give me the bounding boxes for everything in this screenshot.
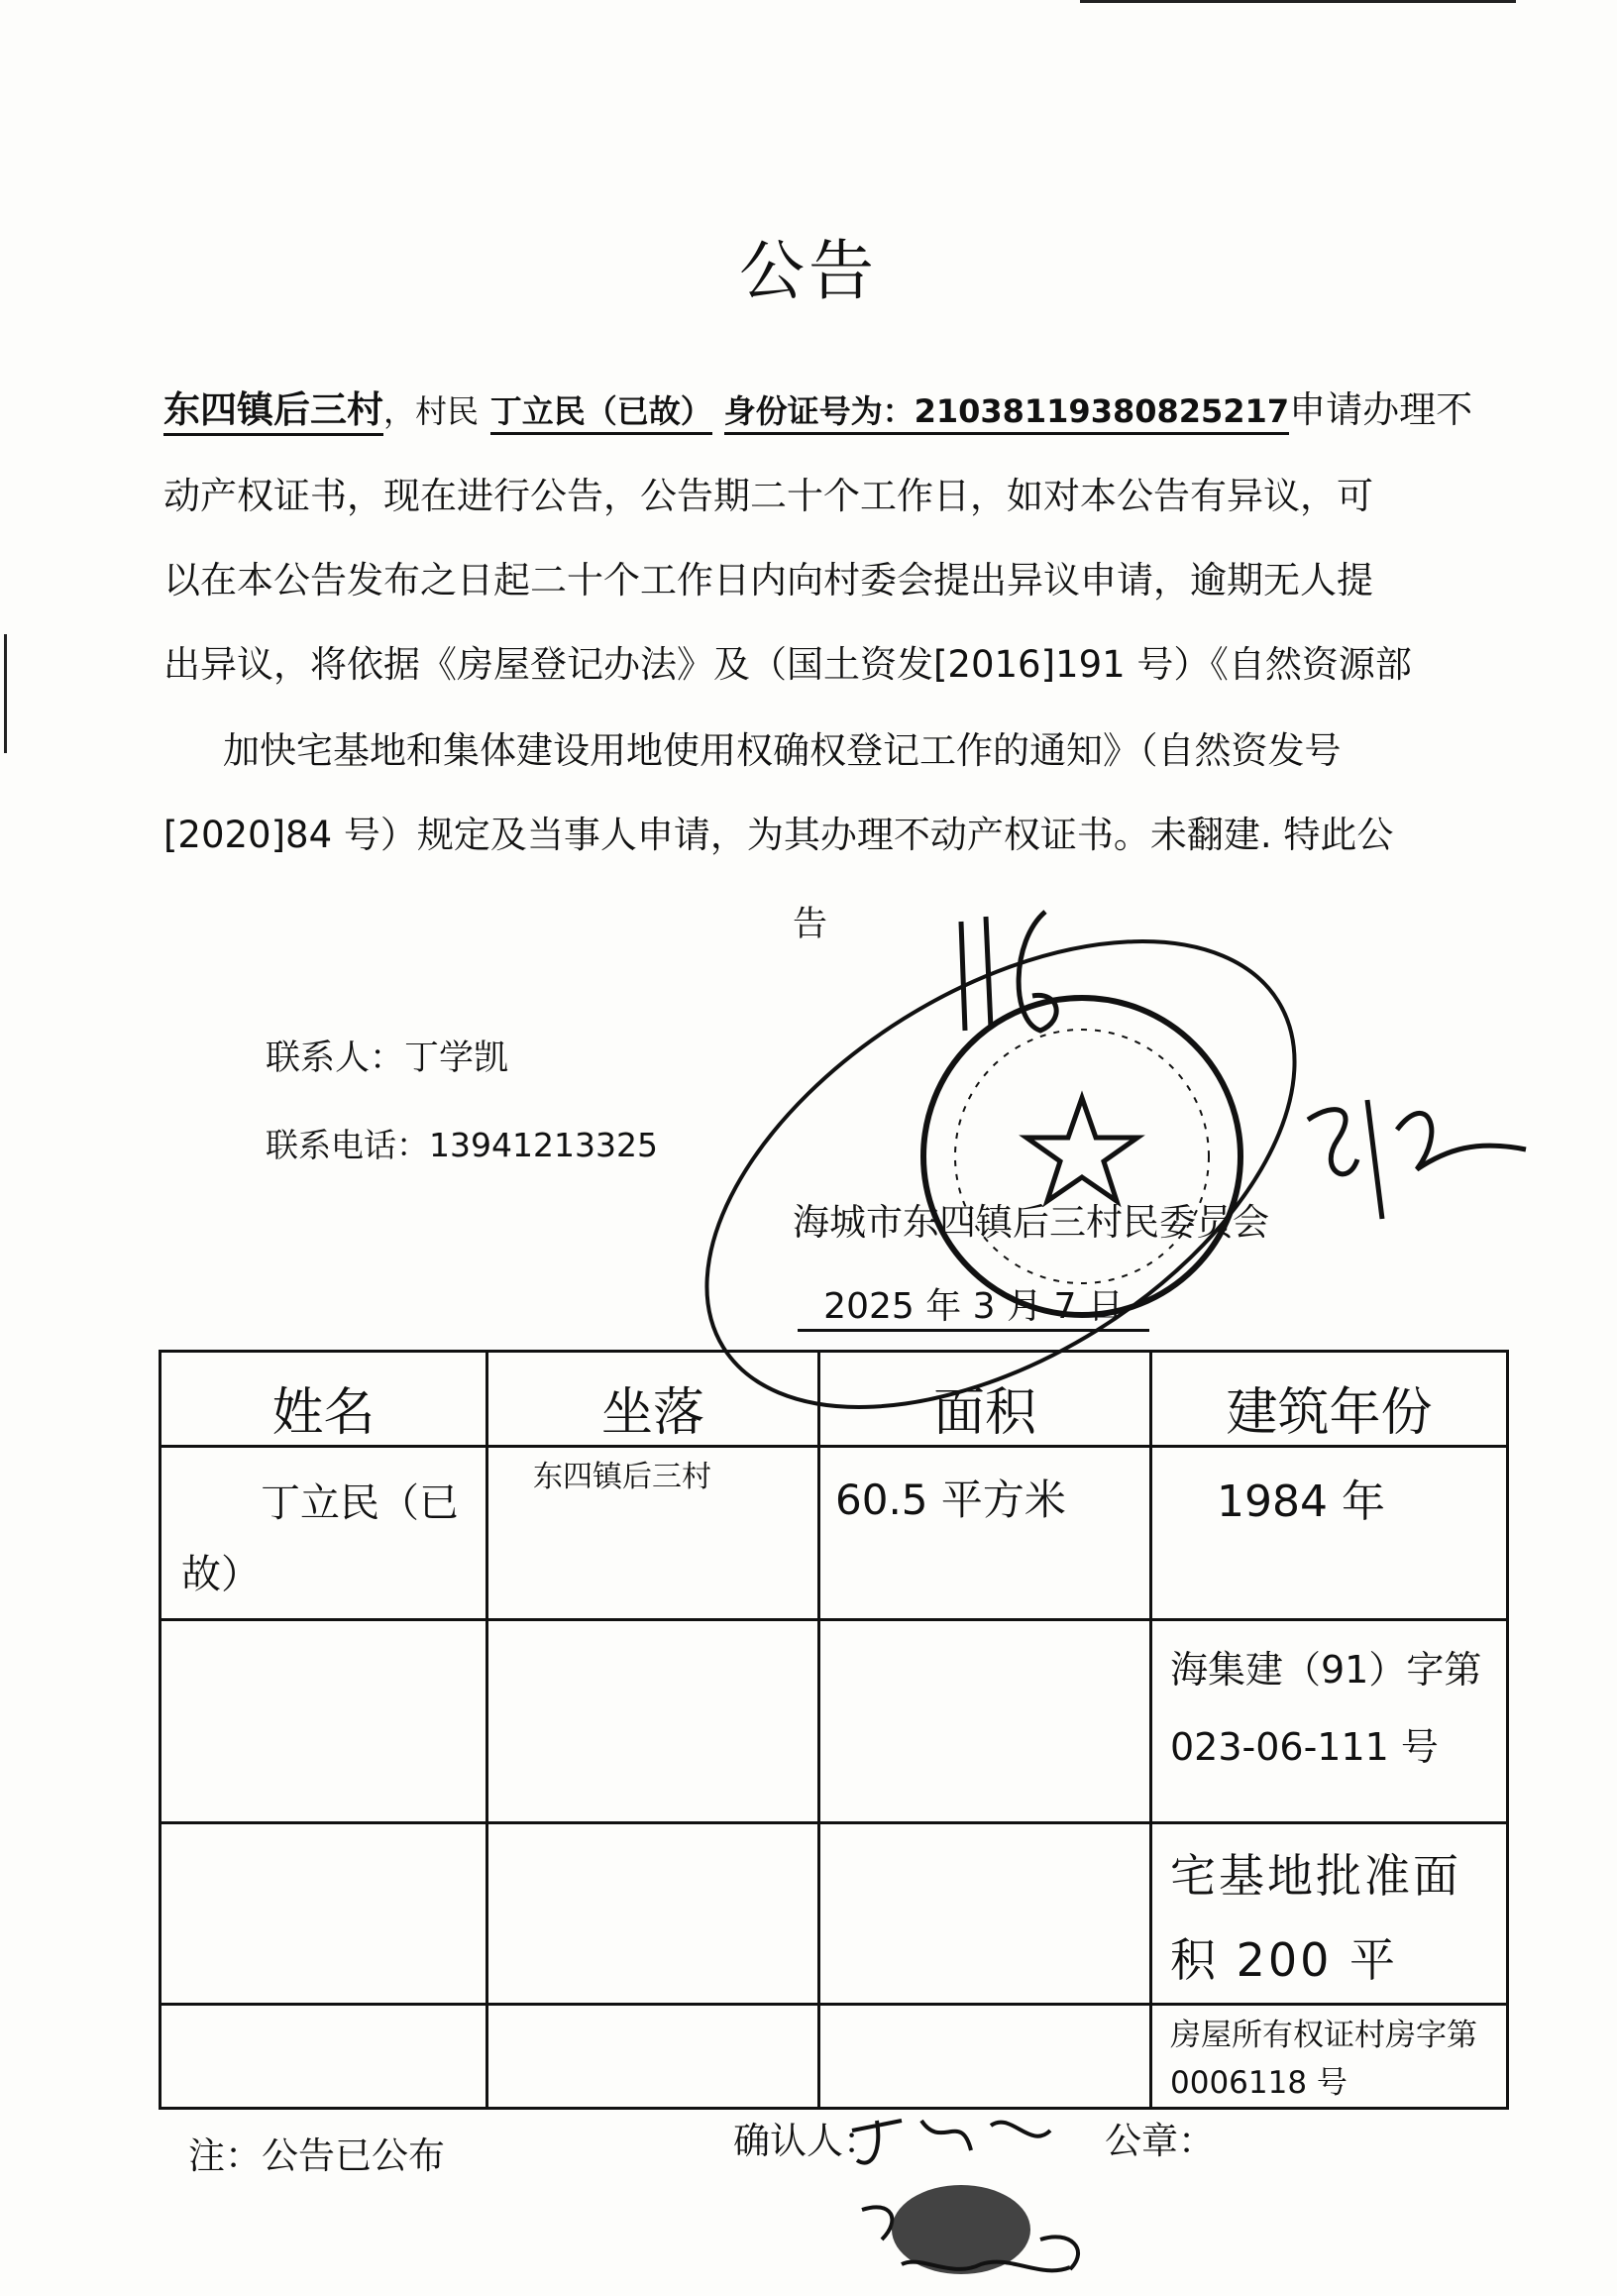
contact-phone-number: 13941213325 — [429, 1126, 658, 1164]
handwritten-number-mark — [951, 902, 1070, 1040]
body-line-4: 出异议，将依据《房屋登记办法》及（国土资发[2016]191 号）《自然资源部 — [163, 643, 1412, 686]
place-name: 东四镇后三村 — [163, 388, 383, 436]
body-line-6: [2020]84 号）规定及当事人申请，为其办理不动产权证书。未翻建. 特此公 — [163, 814, 1394, 856]
issuer-date: 2025 年 3 月 7 日 — [798, 1278, 1149, 1332]
contact-person-label: 联系人： — [266, 1039, 405, 1078]
record-table — [159, 1350, 1509, 2110]
handwritten-signature-icon — [1288, 1080, 1536, 1229]
cell-empty — [161, 2005, 487, 2109]
table-header-row — [161, 1352, 1508, 1447]
table-row — [161, 1447, 1508, 1620]
body-line-1-end: 申请办理不 — [1289, 388, 1473, 431]
cell-empty — [487, 1620, 819, 1823]
cell-empty — [819, 1823, 1151, 2005]
cell-permit-number: 海集建（91）字第 023-06-111 号 — [1151, 1620, 1508, 1823]
header-location: 坐落 — [487, 1352, 819, 1447]
body-line-3: 以在本公告发布之日起二十个工作日内向村委会提出异议申请，逾期无人提 — [163, 559, 1373, 601]
scan-edge-line — [1080, 0, 1516, 3]
cell-empty — [487, 2005, 819, 2109]
cell-area: 60.5 平方米 — [819, 1447, 1151, 1620]
contact-person-name: 丁学凯 — [404, 1039, 509, 1078]
header-year: 建筑年份 — [1151, 1352, 1508, 1447]
issuer-org: 海城市东四镇后三村民委员会 — [793, 1201, 1269, 1244]
body-line-7: 告 — [793, 905, 828, 944]
footer-seal-label: 公章： — [1105, 2120, 1215, 2162]
cell-year: 1984 年 — [1151, 1447, 1508, 1620]
footer-note: 注：公告已公布 — [188, 2134, 445, 2177]
notice-title: 公告 — [739, 233, 878, 309]
scan-margin-mark — [4, 634, 7, 753]
header-name: 姓名 — [161, 1352, 487, 1447]
contact-person — [266, 1031, 508, 1080]
id-number: 身份证号为：210381193808252​17 — [724, 392, 1290, 435]
cell-name: 丁立民（已故） — [161, 1447, 487, 1620]
cell-empty — [487, 1823, 819, 2005]
header-area: 面积 — [819, 1352, 1151, 1447]
cell-empty — [161, 1620, 487, 1823]
cell-location: 东四镇后三村 — [487, 1447, 819, 1620]
body-line-5: 加快宅基地和集体建设用地使用权确权登记工作的通知》（自然资发号 — [223, 729, 1342, 772]
confirmer-signature-icon — [842, 2091, 1120, 2289]
cell-approved-area: 宅基地批准面积 200 平 — [1151, 1823, 1508, 2005]
table-row — [161, 2005, 1508, 2109]
contact-phone-label: 联系电话： — [266, 1126, 429, 1164]
body-line-1 — [163, 380, 1472, 433]
body-line-2: 动产权证书，现在进行公告，公告期二十个工作日，如对本公告有异议，可 — [163, 475, 1373, 517]
cell-empty — [819, 1620, 1151, 1823]
footer-confirm-label: 确认人： — [733, 2120, 880, 2162]
contact-phone — [266, 1120, 658, 1166]
cell-certificate-number: 房屋所有权证村房字第 0006118 号 — [1151, 2005, 1508, 2109]
table-row — [161, 1823, 1508, 2005]
villager-label: ，村民 — [383, 392, 480, 430]
person-name: 丁立民（已故） — [490, 392, 712, 435]
cell-empty — [161, 1823, 487, 2005]
table-row — [161, 1620, 1508, 1823]
